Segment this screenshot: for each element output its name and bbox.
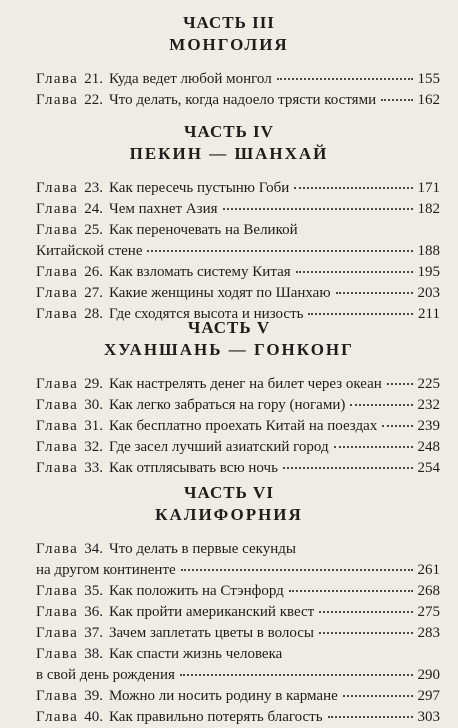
chapter-entry: [0, 623, 458, 644]
page-number: 211: [418, 306, 440, 322]
chapter-entry: [0, 199, 458, 220]
chapter-entry: [0, 707, 458, 728]
page-number: 239: [417, 418, 440, 434]
chapter-line: [36, 199, 440, 220]
chapter-prefix: [36, 199, 109, 220]
dot-leader: [181, 569, 413, 571]
chapter-title-continued: в свой день рождения: [36, 667, 175, 683]
part-section: [0, 317, 458, 479]
chapter-line: [36, 416, 440, 437]
chapter-title: Как отплясывать всю ночь: [108, 460, 278, 476]
dot-leader: [387, 383, 413, 385]
part-number: ЧАСТЬ VI: [184, 483, 274, 502]
chapter-entry: [0, 262, 458, 283]
chapter-title: Чем пахнет Азия: [108, 201, 218, 217]
chapter-prefix: [36, 220, 109, 241]
page-number: 162: [417, 92, 440, 108]
dot-leader: [296, 271, 413, 273]
chapter-title: Где засел лучший азиатский город: [108, 439, 329, 455]
chapter-label: Глава: [36, 306, 79, 322]
chapter-title: Как пересечь пустыню Гоби: [108, 180, 290, 196]
chapter-number: 40.: [84, 709, 103, 725]
page-number: 188: [417, 243, 440, 259]
chapter-label: Глава: [36, 709, 79, 725]
part-number: ЧАСТЬ V: [187, 318, 271, 337]
page-number: 283: [417, 625, 440, 641]
dot-leader: [223, 208, 413, 210]
chapter-prefix: [36, 686, 109, 707]
dot-leader: [289, 590, 413, 592]
chapter-label: Глава: [36, 418, 79, 434]
page-number: 261: [417, 562, 440, 578]
chapter-label: Глава: [36, 625, 79, 641]
chapter-number: 32.: [84, 439, 103, 455]
part-section: [0, 121, 458, 325]
page-number: 182: [417, 201, 440, 217]
chapter-title: Как положить на Стэнфорд: [108, 583, 284, 599]
part-title: ХУАНШАНЬ — ГОНКОНГ: [104, 340, 354, 359]
chapter-line-continued: [36, 241, 440, 262]
chapter-entry: [0, 644, 458, 686]
chapter-number: 24.: [84, 201, 103, 217]
chapter-title: Как спасти жизнь человека: [108, 646, 283, 662]
chapter-number: 38.: [84, 646, 103, 662]
chapter-line: [36, 581, 440, 602]
chapter-line: [36, 220, 440, 241]
part-number: ЧАСТЬ IV: [184, 122, 274, 141]
chapter-list: [0, 374, 458, 479]
chapter-entry: [0, 90, 458, 111]
chapter-label: Глава: [36, 439, 79, 455]
chapter-label: Глава: [36, 397, 79, 413]
chapter-line-continued: [36, 665, 440, 686]
chapter-title: Как легко забраться на гору (ногами): [108, 397, 346, 413]
chapter-number: 37.: [84, 625, 103, 641]
chapter-line: [36, 374, 440, 395]
chapter-label: Глава: [36, 285, 79, 301]
chapter-label: Глава: [36, 180, 79, 196]
chapter-prefix: [36, 262, 109, 283]
chapter-entry: [0, 283, 458, 304]
chapter-entry: [0, 686, 458, 707]
chapter-line: [36, 437, 440, 458]
chapter-number: 26.: [84, 264, 103, 280]
chapter-prefix: [36, 178, 109, 199]
chapter-label: Глава: [36, 376, 79, 392]
chapter-title: Где сходятся высота и низость: [108, 306, 304, 322]
chapter-line: [36, 707, 440, 728]
chapter-prefix: [36, 581, 109, 602]
dot-leader: [319, 632, 413, 634]
chapter-entry: [0, 178, 458, 199]
chapter-line: [36, 623, 440, 644]
chapter-title: Как правильно потерять благость: [108, 709, 323, 725]
chapter-entry: [0, 581, 458, 602]
chapter-prefix: [36, 437, 109, 458]
chapter-entry: [0, 395, 458, 416]
page-number: 248: [417, 439, 440, 455]
chapter-number: 31.: [84, 418, 103, 434]
chapter-label: Глава: [36, 541, 79, 557]
chapter-line: [36, 178, 440, 199]
chapter-title: Как взломать систему Китая: [108, 264, 291, 280]
chapter-title: Можно ли носить родину в кармане: [108, 688, 338, 704]
chapter-number: 35.: [84, 583, 103, 599]
chapter-title: Как бесплатно проехать Китай на поездах: [108, 418, 378, 434]
part-section: [0, 482, 458, 728]
chapter-list: [0, 69, 458, 111]
page-number: 232: [417, 397, 440, 413]
chapter-line: [36, 539, 440, 560]
chapter-title-continued: на другом континенте: [36, 562, 176, 578]
dot-leader: [334, 446, 413, 448]
chapter-list: [0, 178, 458, 325]
chapter-title: Что делать в первые секунды: [108, 541, 296, 557]
part-section: [0, 12, 458, 111]
chapter-prefix: [36, 395, 109, 416]
chapter-label: Глава: [36, 646, 79, 662]
chapter-line: [36, 69, 440, 90]
chapter-line: [36, 262, 440, 283]
chapter-number: 28.: [84, 306, 103, 322]
chapter-line: [36, 602, 440, 623]
dot-leader: [283, 467, 413, 469]
chapter-prefix: [36, 416, 109, 437]
chapter-label: Глава: [36, 583, 79, 599]
dot-leader: [328, 716, 413, 718]
page-number: 297: [417, 688, 440, 704]
dot-leader: [319, 611, 412, 613]
chapter-label: Глава: [36, 92, 79, 108]
chapter-prefix: [36, 644, 109, 665]
page-number: 203: [417, 285, 440, 301]
chapter-label: Глава: [36, 604, 79, 620]
chapter-number: 27.: [84, 285, 103, 301]
page-number: 254: [417, 460, 440, 476]
dot-leader: [147, 250, 412, 252]
dot-leader: [277, 78, 413, 80]
chapter-entry: [0, 539, 458, 581]
chapter-prefix: [36, 69, 109, 90]
chapter-line: [36, 283, 440, 304]
chapter-number: 33.: [84, 460, 103, 476]
page-number: 171: [417, 180, 440, 196]
chapter-label: Глава: [36, 264, 79, 280]
chapter-title: Как переночевать на Великой: [108, 222, 298, 238]
part-title: ПЕКИН — ШАНХАЙ: [129, 144, 329, 163]
dot-leader: [294, 187, 412, 189]
chapter-line: [36, 686, 440, 707]
chapter-label: Глава: [36, 71, 79, 87]
chapter-line: [36, 395, 440, 416]
chapter-title: Что делать, когда надоело трясти костями: [108, 92, 377, 108]
chapter-title: Какие женщины ходят по Шанхаю: [108, 285, 331, 301]
chapter-prefix: [36, 374, 109, 395]
dot-leader: [350, 404, 412, 406]
chapter-number: 34.: [84, 541, 103, 557]
chapter-prefix: [36, 283, 109, 304]
page-number: 268: [417, 583, 440, 599]
chapter-number: 25.: [84, 222, 103, 238]
dot-leader: [336, 292, 413, 294]
chapter-number: 39.: [84, 688, 103, 704]
chapter-entry: [0, 416, 458, 437]
chapter-number: 36.: [84, 604, 103, 620]
chapter-entry: [0, 374, 458, 395]
page-number: 225: [417, 376, 440, 392]
part-number: ЧАСТЬ III: [183, 13, 275, 32]
chapter-prefix: [36, 707, 109, 728]
chapter-prefix: [36, 458, 109, 479]
chapter-prefix: [36, 623, 109, 644]
chapter-entry: [0, 602, 458, 623]
page-number: 290: [417, 667, 440, 683]
chapter-title-continued: Китайской стене: [36, 243, 143, 259]
chapter-entry: [0, 69, 458, 90]
chapter-number: 22.: [84, 92, 103, 108]
chapter-title: Как пройти американский квест: [108, 604, 315, 620]
chapter-line: [36, 644, 440, 665]
page-number: 155: [417, 71, 440, 87]
page-number: 275: [417, 604, 440, 620]
chapter-label: Глава: [36, 688, 79, 704]
dot-leader: [381, 99, 412, 101]
chapter-prefix: [36, 602, 109, 623]
dot-leader: [180, 674, 413, 676]
chapter-label: Глава: [36, 201, 79, 217]
chapter-number: 30.: [84, 397, 103, 413]
chapter-entry: [0, 458, 458, 479]
part-title: КАЛИФОРНИЯ: [155, 505, 303, 524]
chapter-entry: [0, 437, 458, 458]
chapter-prefix: [36, 90, 109, 111]
chapter-label: Глава: [36, 222, 79, 238]
dot-leader: [343, 695, 413, 697]
chapter-label: Глава: [36, 460, 79, 476]
chapter-number: 23.: [84, 180, 103, 196]
part-title: МОНГОЛИЯ: [169, 35, 289, 54]
page-number: 303: [417, 709, 440, 725]
chapter-title: Куда ведет любой монгол: [108, 71, 272, 87]
chapter-line-continued: [36, 560, 440, 581]
chapter-number: 21.: [84, 71, 103, 87]
page-number: 195: [417, 264, 440, 280]
chapter-line: [36, 90, 440, 111]
chapter-prefix: [36, 539, 109, 560]
chapter-entry: [0, 220, 458, 262]
chapter-number: 29.: [84, 376, 103, 392]
chapter-title: Зачем заплетать цветы в волосы: [108, 625, 314, 641]
dot-leader: [382, 425, 412, 427]
dot-leader: [308, 313, 413, 315]
chapter-line: [36, 458, 440, 479]
chapter-title: Как настрелять денег на билет через океан: [108, 376, 382, 392]
